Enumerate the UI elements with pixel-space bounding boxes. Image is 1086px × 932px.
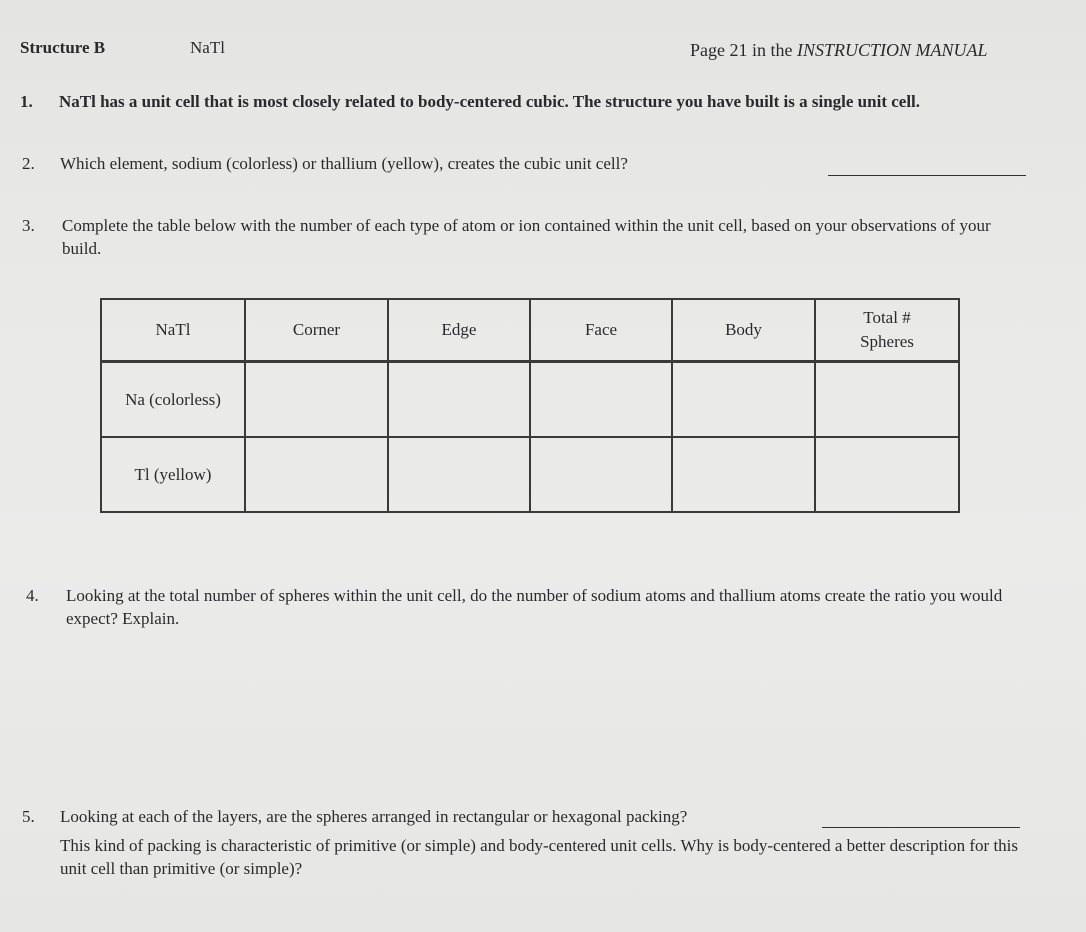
answer-cell[interactable] [388, 437, 530, 512]
question-number: 3. [22, 216, 35, 235]
row-label: Tl (yellow) [101, 437, 245, 512]
question-number: 4. [26, 586, 39, 605]
header-cell: Body [672, 299, 815, 362]
page-reference [690, 40, 988, 61]
answer-blank-5[interactable] [822, 827, 1020, 828]
answer-blank-2[interactable] [828, 175, 1026, 176]
question-text: Looking at each of the layers, are the spheres arranged in rectangular or hexagonal packing? [60, 807, 688, 826]
atom-count-table [100, 298, 960, 513]
question-4 [26, 584, 1026, 630]
header-cell: Corner [245, 299, 388, 362]
answer-cell[interactable] [245, 362, 388, 438]
question-text: Looking at the total number of spheres within the unit cell, do the number of sodium atoms and thallium atoms create the ratio you would expect? Explain. [66, 586, 1003, 628]
question-followup: This kind of packing is characteristic of primitive (or simple) and body-centered unit cells. Why is body-centered a better description for this unit cell than primitive (or simple)? [60, 836, 1019, 878]
question-text: NaTl has a unit cell that is most closely related to body-centered cubic. The structure you have built is a single unit cell. [59, 92, 921, 111]
table-row [101, 437, 959, 512]
table-row [101, 362, 959, 438]
answer-cell[interactable] [245, 437, 388, 512]
question-1 [20, 90, 1000, 113]
question-text: Which element, sodium (colorless) or thallium (yellow), creates the cubic unit cell? [60, 154, 628, 173]
answer-cell[interactable] [530, 362, 672, 438]
question-5 [22, 805, 1042, 880]
header-total-line2: Spheres [860, 332, 914, 351]
header-total-line1: Total # [863, 308, 911, 327]
answer-cell[interactable] [815, 362, 959, 438]
question-2 [22, 152, 1032, 175]
manual-title: INSTRUCTION MANUAL [796, 40, 988, 60]
compound-label: NaTl [190, 38, 225, 57]
section-title: Structure B [20, 38, 106, 57]
header-cell: NaTl [101, 299, 245, 362]
question-number: 5. [22, 807, 35, 826]
answer-cell[interactable] [672, 437, 815, 512]
row-label: Na (colorless) [101, 362, 245, 438]
answer-cell[interactable] [530, 437, 672, 512]
question-number: 2. [22, 154, 35, 173]
answer-cell[interactable] [388, 362, 530, 438]
answer-cell[interactable] [815, 437, 959, 512]
header-cell: Edge [388, 299, 530, 362]
question-text: Complete the table below with the number of each type of atom or ion contained within the unit cell, based on your observations of your build. [62, 216, 991, 258]
answer-cell[interactable] [672, 362, 815, 438]
header-cell-total [815, 299, 959, 362]
header-cell: Face [530, 299, 672, 362]
question-number: 1. [20, 92, 33, 111]
question-3 [22, 214, 1032, 260]
page-reference-prefix: Page 21 in the [690, 40, 797, 60]
table-header-row [101, 299, 959, 362]
